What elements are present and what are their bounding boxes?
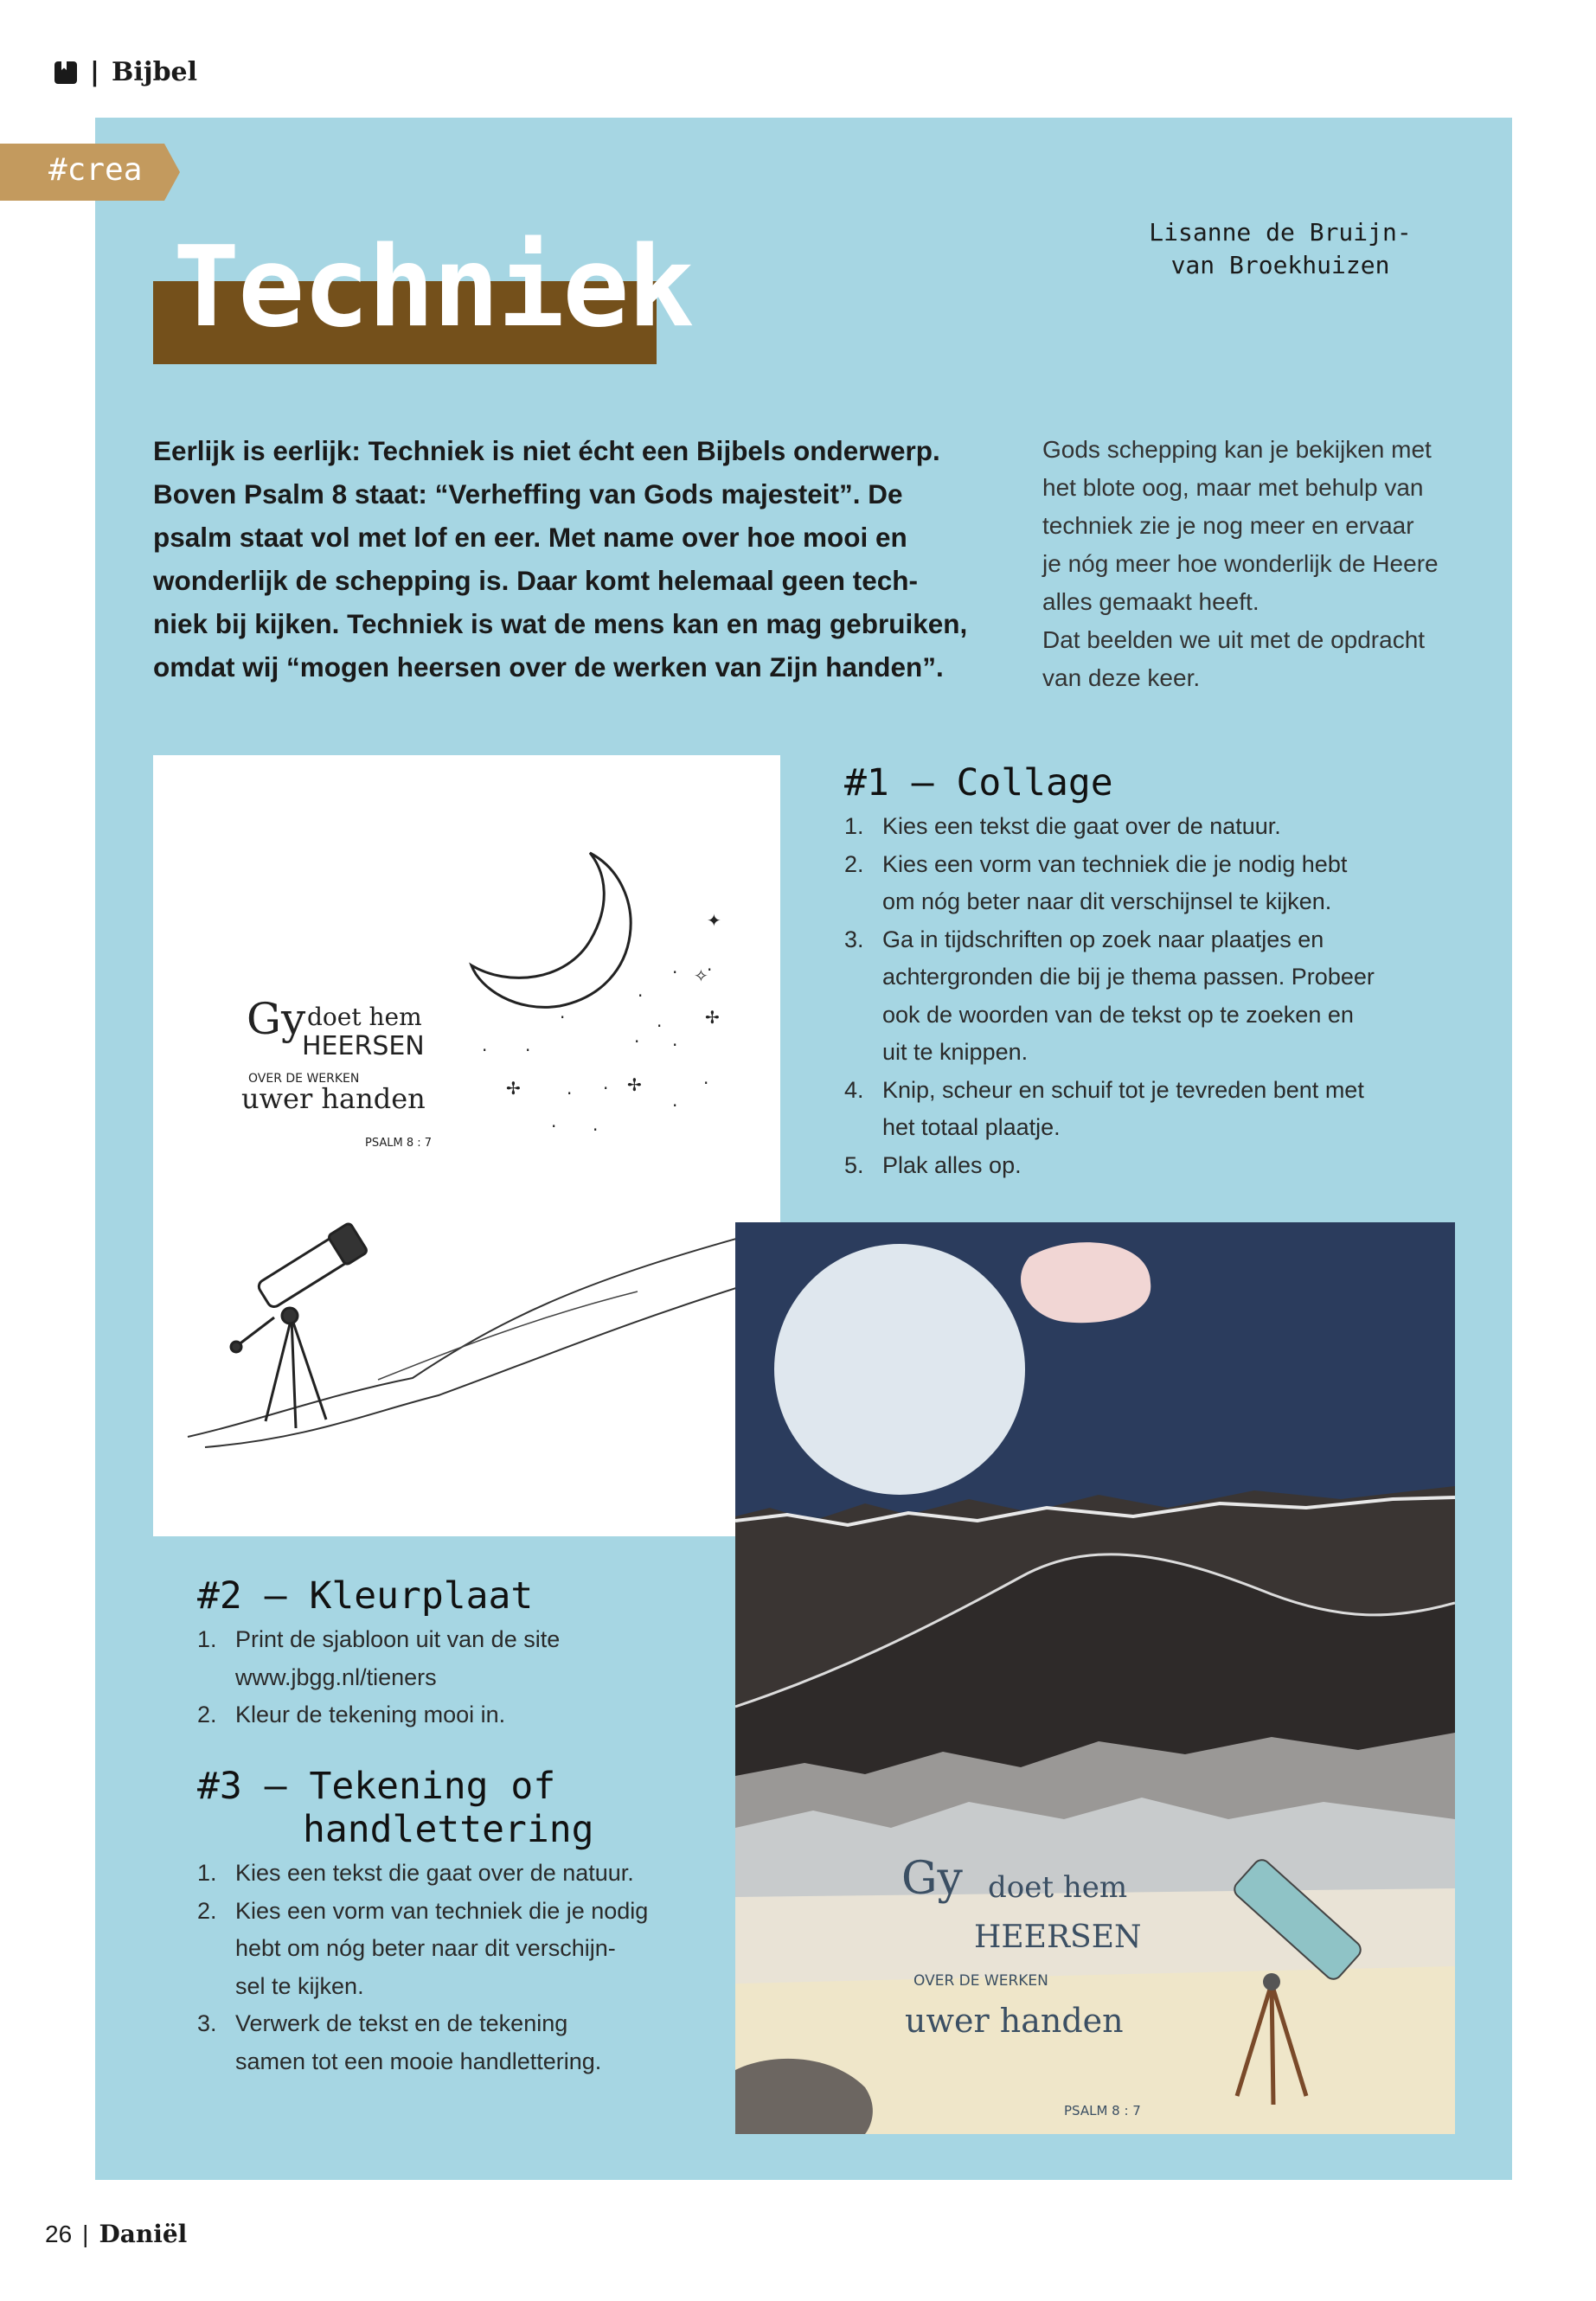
- section-collage: [844, 761, 1467, 1184]
- collage-text-over: OVER DE WERKEN: [913, 1972, 1048, 1990]
- svg-text:·: ·: [482, 1040, 488, 1061]
- section-kleurplaat: [197, 1574, 734, 1734]
- section-handlettering: [197, 1765, 734, 2080]
- list-item: [197, 1893, 734, 2006]
- section-collage-steps: [844, 808, 1467, 1184]
- svg-text:·: ·: [560, 1007, 566, 1028]
- drawing-text-doet: doet hem: [307, 1003, 422, 1031]
- section-kleurplaat-steps: [197, 1621, 734, 1734]
- collage-text-psalm: PSALM 8 : 7: [1064, 2103, 1141, 2118]
- list-item: [197, 1855, 734, 1893]
- step-text: www.jbgg.nl/tieners: [235, 1663, 437, 1690]
- step-text: Ga in tijdschriften op zoek naar plaatjes en: [882, 926, 1324, 952]
- svg-text:·: ·: [638, 985, 644, 1006]
- intro-left-line: omdat wij “mogen heersen over de werken van Zijn handen”.: [153, 651, 944, 683]
- collage-image: [735, 1222, 1455, 2134]
- intro-left-line: Boven Psalm 8 staat: “Verheffing van Gods majesteit”. De: [153, 478, 903, 510]
- drawing-text-psalm: PSALM 8 : 7: [365, 1137, 433, 1150]
- intro-left-line: wonderlijk de schepping is. Daar komt helemaal geen tech-: [153, 565, 918, 596]
- intro-right-line: Gods schepping kan je bekijken met: [1042, 436, 1432, 463]
- section-handlettering-steps: [197, 1855, 734, 2080]
- step-text: Verwerk de tekst en de tekening: [235, 2010, 568, 2036]
- collage-text-doet: doet hem: [988, 1870, 1128, 1905]
- list-item: [197, 1621, 734, 1696]
- author-name: [1125, 216, 1436, 282]
- svg-text:·: ·: [657, 1016, 663, 1036]
- step-text: achtergronden die bij je thema passen. Probeer: [882, 964, 1375, 990]
- list-item: [844, 1147, 1467, 1185]
- svg-text:✧: ✧: [694, 965, 708, 986]
- drawing-image: [153, 755, 780, 1536]
- section-handlettering-title-line-1: #3 – Tekening of: [197, 1765, 556, 1808]
- step-number: 1.: [844, 813, 864, 839]
- svg-text:·: ·: [593, 1119, 599, 1140]
- svg-text:·: ·: [707, 959, 713, 980]
- page-title: Techniek: [173, 223, 693, 352]
- list-item: [844, 921, 1467, 1072]
- svg-text:✢: ✢: [705, 1007, 720, 1028]
- moon-icon: [471, 853, 631, 1007]
- step-text: samen tot een mooie handlettering.: [235, 2048, 602, 2074]
- intro-right-line: Dat beelden we uit met de opdracht: [1042, 626, 1426, 653]
- section-kleurplaat-title: #2 – Kleurplaat: [197, 1574, 534, 1618]
- moon-icon: [774, 1244, 1025, 1495]
- step-number: 3.: [197, 2010, 217, 2036]
- drawing-text-uwer: uwer handen: [241, 1082, 426, 1115]
- svg-text:·: ·: [525, 1040, 531, 1061]
- footer-separator: |: [82, 2220, 89, 2247]
- crea-tag: [0, 144, 180, 201]
- drawing-text-heersen: HEERSEN: [302, 1031, 425, 1061]
- svg-text:·: ·: [634, 1031, 640, 1052]
- step-text: Kies een vorm van techniek die je nodig hebt: [882, 850, 1348, 877]
- step-number: 3.: [844, 926, 864, 952]
- step-text: ook de woorden van de tekst op te zoeken en: [882, 1001, 1354, 1028]
- page-number: 26: [45, 2220, 73, 2247]
- svg-text:✢: ✢: [627, 1074, 642, 1095]
- step-number: 2.: [197, 1702, 217, 1727]
- step-number: 4.: [844, 1076, 864, 1103]
- step-text: Kies een tekst die gaat over de natuur.: [235, 1860, 634, 1886]
- crea-tag-label: #crea: [48, 152, 143, 188]
- list-item: [844, 846, 1467, 921]
- collage-text-gy: Gy: [901, 1853, 963, 1905]
- intro-right-line: van deze keer.: [1042, 664, 1201, 691]
- intro-left-line: Eerlijk is eerlijk: Techniek is niet écht een Bijbels onderwerp.: [153, 435, 940, 466]
- author-line-1: Lisanne de Bruijn-: [1149, 218, 1412, 247]
- step-text: Kies een vorm van techniek die je nodig: [235, 1897, 649, 1924]
- svg-text:·: ·: [603, 1078, 609, 1099]
- header-separator: |: [90, 57, 99, 87]
- step-text: uit te knippen.: [882, 1039, 1029, 1065]
- list-item: [197, 1696, 734, 1734]
- step-number: 1.: [197, 1626, 217, 1652]
- step-text: Plak alles op.: [882, 1151, 1022, 1178]
- step-number: 2.: [844, 850, 864, 877]
- svg-text:·: ·: [672, 1095, 678, 1116]
- list-item: [844, 808, 1467, 846]
- intro-right-line: je nóg meer hoe wonderlijk de Heere: [1042, 550, 1439, 577]
- drawing-text-gy: Gy: [247, 994, 306, 1044]
- step-text: Kleur de tekening mooi in.: [235, 1702, 506, 1727]
- author-line-2: van Broekhuizen: [1170, 251, 1390, 279]
- intro-left-line: niek bij kijken. Techniek is wat de mens kan en mag gebruiken,: [153, 608, 968, 639]
- step-text: Print de sjabloon uit van de site: [235, 1626, 561, 1652]
- intro-right: [1042, 431, 1492, 697]
- step-text: hebt om nóg beter naar dit verschijn-: [235, 1935, 616, 1961]
- page-footer: [45, 2220, 187, 2248]
- step-text: het totaal plaatje.: [882, 1114, 1061, 1140]
- collage-text-heersen: HEERSEN: [974, 1920, 1142, 1955]
- svg-text:✦: ✦: [707, 910, 721, 931]
- header-section: Bijbel: [111, 57, 198, 87]
- intro-left-line: psalm staat vol met lof en eer. Met name over hoe mooi en: [153, 522, 907, 553]
- intro-right-line: alles gemaakt heeft.: [1042, 588, 1259, 615]
- list-item: [844, 1072, 1467, 1147]
- step-text: Kies een tekst die gaat over de natuur.: [882, 813, 1281, 839]
- svg-text:·: ·: [567, 1083, 573, 1104]
- step-text: sel te kijken.: [235, 1972, 364, 1999]
- step-number: 1.: [197, 1860, 217, 1886]
- telescope-icon: [231, 1222, 368, 1428]
- stars-icon: [482, 910, 721, 1140]
- section-handlettering-title: [197, 1765, 734, 1851]
- intro-right-line: het blote oog, maar met behulp van: [1042, 474, 1424, 501]
- step-number: 5.: [844, 1151, 864, 1178]
- footer-brand: Daniël: [99, 2220, 188, 2248]
- bible-book-icon: [54, 60, 78, 86]
- svg-text:·: ·: [672, 1035, 678, 1055]
- svg-text:·: ·: [703, 1073, 709, 1093]
- intro-left: [153, 429, 966, 689]
- page-header: [54, 57, 197, 87]
- step-number: 2.: [197, 1897, 217, 1924]
- step-text: Knip, scheur en schuif tot je tevreden bent met: [882, 1076, 1364, 1103]
- drawing-text-over: OVER DE WERKEN: [248, 1072, 360, 1086]
- section-handlettering-title-line-2: handlettering: [303, 1808, 594, 1851]
- section-collage-title: #1 – Collage: [844, 761, 1113, 804]
- list-item: [197, 2005, 734, 2080]
- intro-right-line: techniek zie je nog meer en ervaar: [1042, 512, 1414, 539]
- step-text: om nóg beter naar dit verschijnsel te kijken.: [882, 888, 1332, 914]
- collage-text-uwer: uwer handen: [905, 2002, 1124, 2040]
- svg-text:✢: ✢: [506, 1078, 521, 1099]
- svg-text:·: ·: [551, 1116, 557, 1137]
- svg-text:·: ·: [672, 962, 678, 983]
